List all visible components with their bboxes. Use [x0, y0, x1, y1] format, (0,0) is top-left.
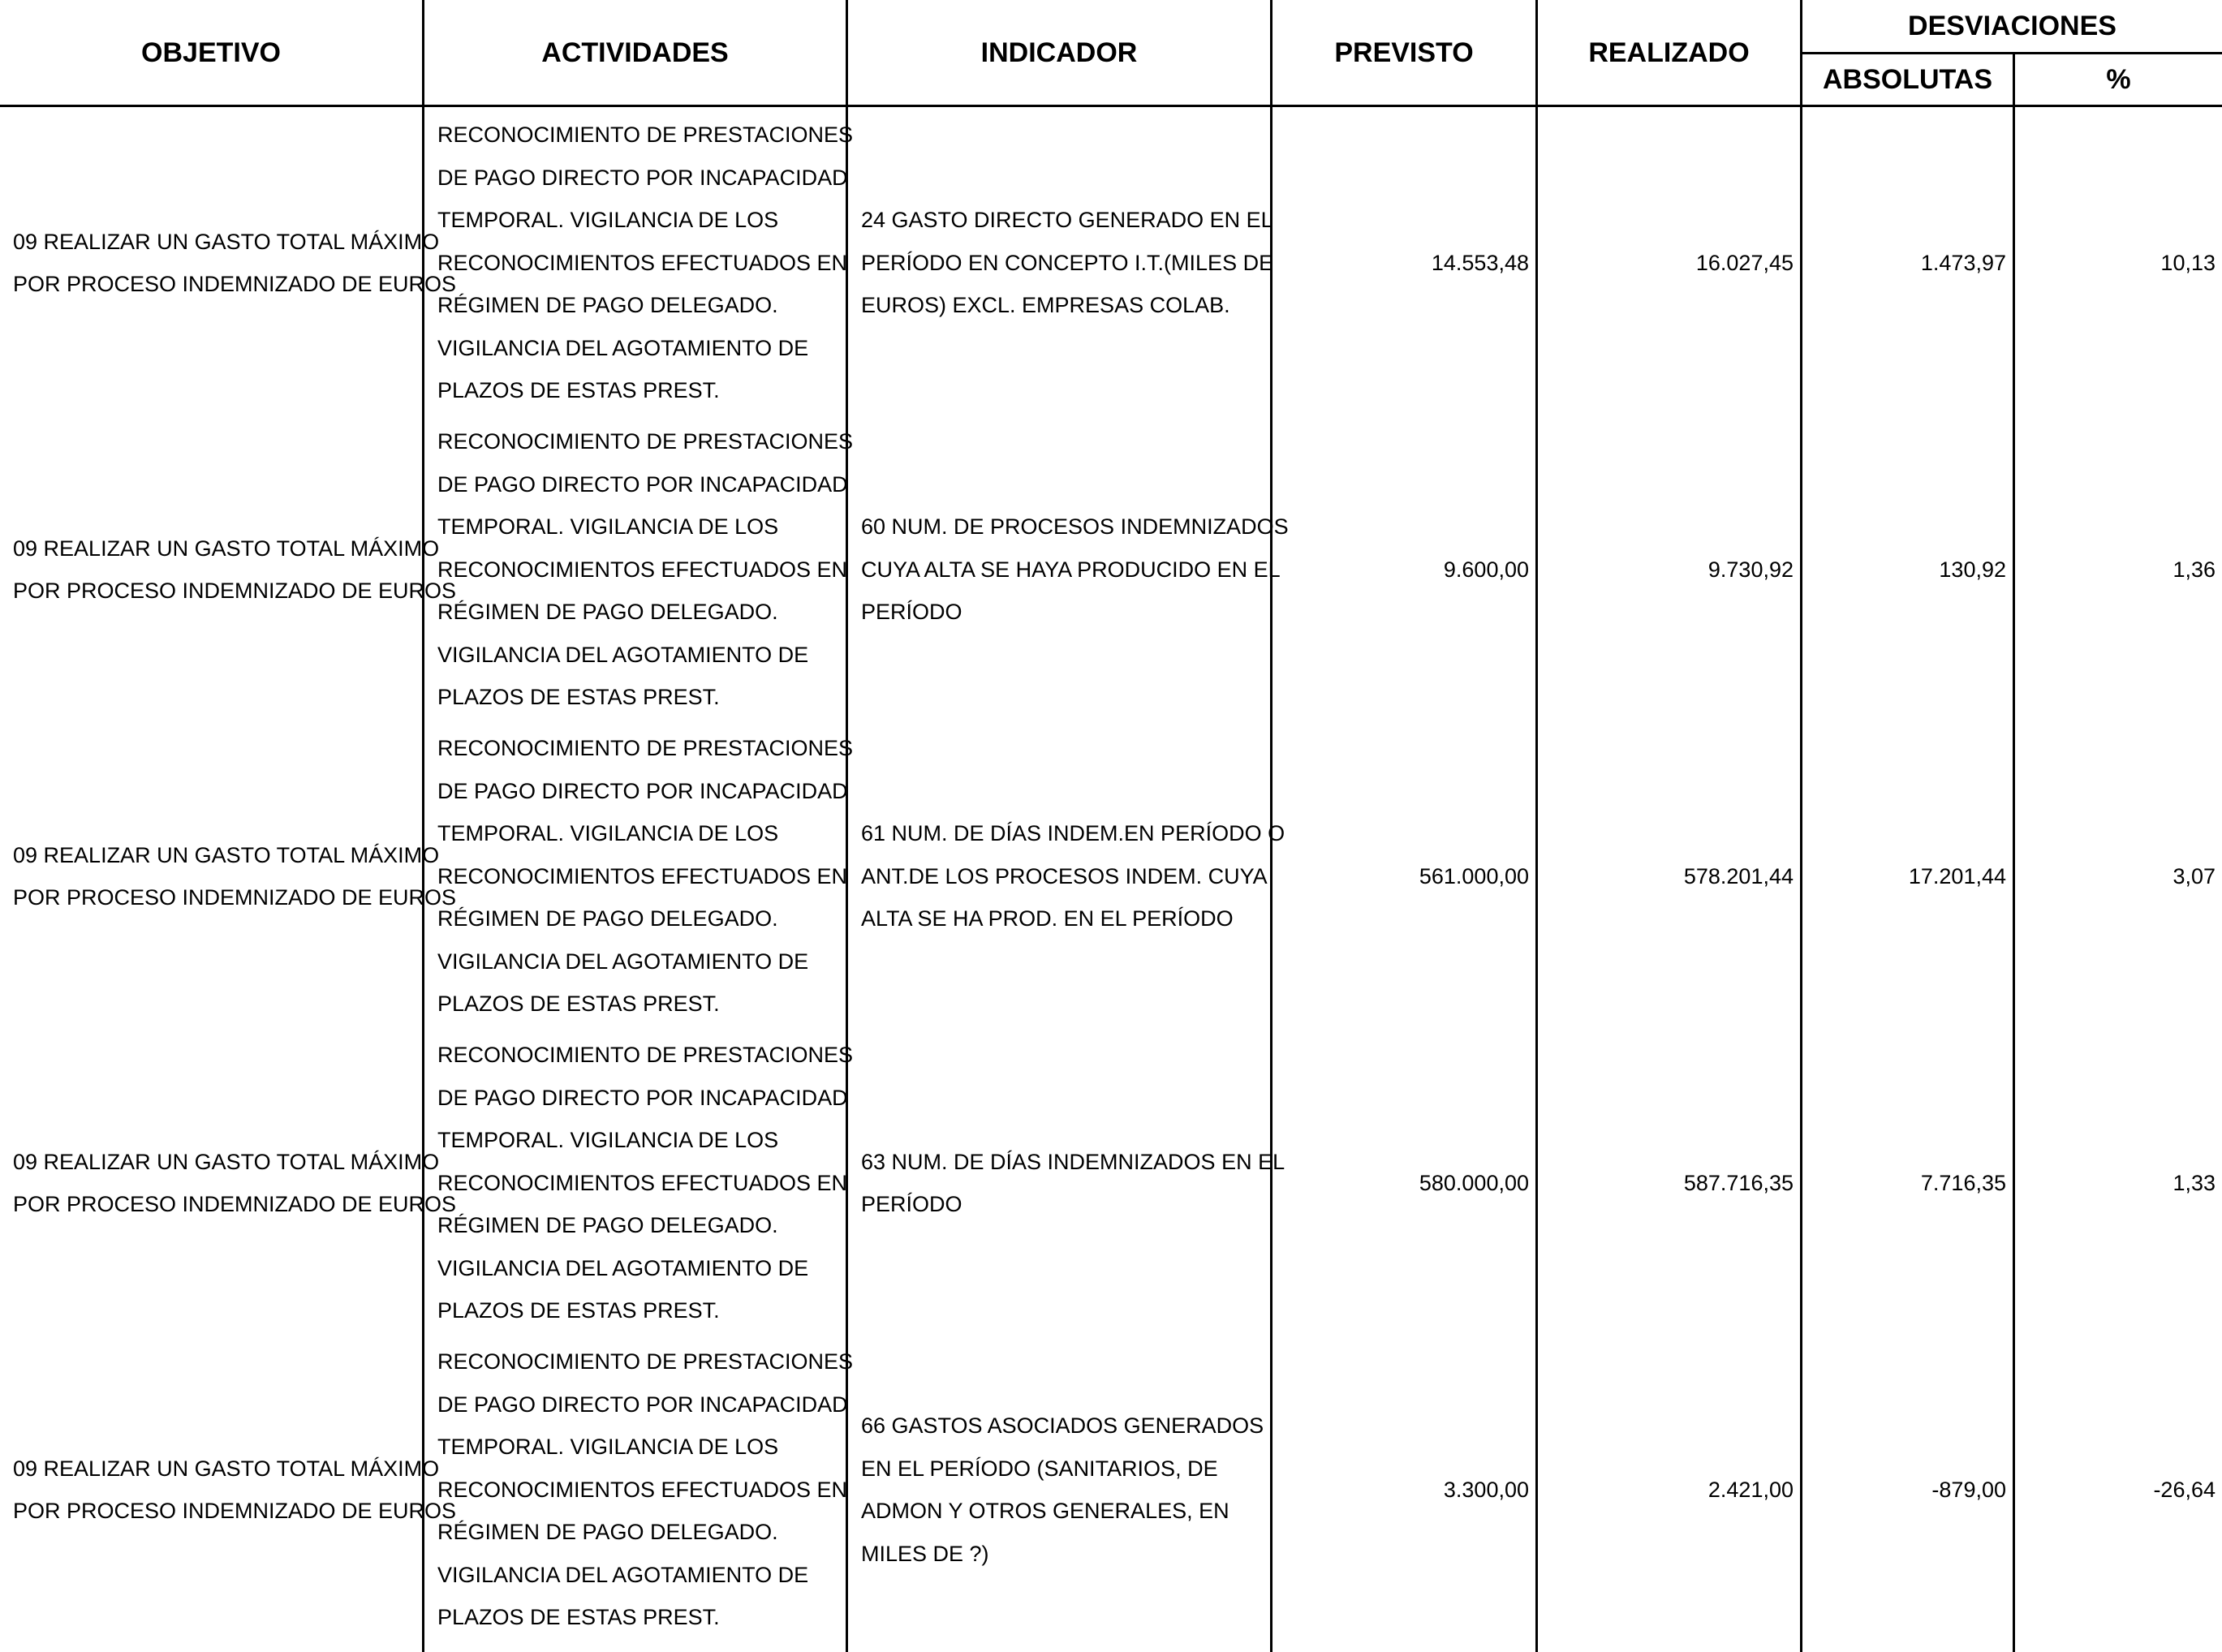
cell-line: DE PAGO DIRECTO POR INCAPACIDAD [437, 165, 848, 190]
cell-line: PLAZOS DE ESTAS PREST. [437, 685, 720, 710]
cell-line: ADMON Y OTROS GENERALES, EN [861, 1499, 1229, 1523]
header-previsto: PREVISTO [1334, 37, 1474, 68]
cell-value: 16.027,45 [1695, 250, 1794, 275]
previsto-cell [1272, 1030, 1535, 1336]
cell-value: 578.201,44 [1683, 863, 1794, 888]
absolutas-cell [1802, 1336, 2013, 1643]
realizado-cell [1538, 1336, 1800, 1643]
cell-line: RÉGIMEN DE PAGO DELEGADO. [437, 600, 778, 625]
cell-line: EN EL PERÍODO (SANITARIOS, DE [861, 1456, 1218, 1481]
realizado-cell [1538, 1030, 1800, 1336]
indicador-cell [848, 1336, 1270, 1643]
cell-line: POR PROCESO INDEMNIZADO DE EUROS [13, 1499, 457, 1523]
cell-line: ALTA SE HA PROD. EN EL PERÍODO [861, 906, 1234, 931]
porcentaje-cell [2015, 1030, 2222, 1336]
actividades-cell [424, 416, 854, 723]
header-desviaciones: DESVIACIONES [1908, 11, 2116, 41]
cell-line: DE PAGO DIRECTO POR INCAPACIDAD [437, 1085, 848, 1110]
cell-line: POR PROCESO INDEMNIZADO DE EUROS [13, 579, 457, 603]
realizado-cell [1538, 723, 1800, 1030]
actividades-cell [424, 1336, 854, 1643]
cell-line: TEMPORAL. VIGILANCIA DE LOS [437, 1128, 779, 1153]
cell-line: RECONOCIMIENTOS EFECTUADOS EN [437, 250, 848, 275]
cell-value: 2.421,00 [1707, 1477, 1794, 1502]
cell-line: POR PROCESO INDEMNIZADO DE EUROS [13, 1192, 457, 1216]
cell-line: EUROS) EXCL. EMPRESAS COLAB. [861, 293, 1230, 318]
cell-line: 24 GASTO DIRECTO GENERADO EN EL [861, 208, 1273, 233]
objetivo-cell [0, 1030, 457, 1336]
previsto-cell [1272, 110, 1535, 416]
cell-line: PERÍODO [861, 1192, 962, 1216]
realizado-cell [1538, 416, 1800, 723]
indicador-cell [848, 723, 1285, 1030]
cell-line: CUYA ALTA SE HAYA PRODUCIDO EN EL [861, 557, 1281, 582]
objetivo-cell [0, 1336, 457, 1643]
cell-line: RECONOCIMIENTO DE PRESTACIONES [437, 1043, 854, 1068]
cell-value: 587.716,35 [1683, 1170, 1794, 1195]
cell-value: 7.716,35 [1920, 1170, 2006, 1195]
cell-value: 3.300,00 [1443, 1477, 1529, 1502]
cell-line: RÉGIMEN DE PAGO DELEGADO. [437, 906, 778, 931]
absolutas-cell [1802, 723, 2013, 1030]
cell-line: 63 NUM. DE DÍAS INDEMNIZADOS EN EL [861, 1149, 1285, 1174]
table-row [0, 110, 2222, 416]
objetivo-cell [0, 416, 457, 723]
cell-value: 130,92 [1939, 557, 2006, 582]
cell-line: VIGILANCIA DEL AGOTAMIENTO DE [437, 642, 809, 667]
realizado-cell [1538, 110, 1800, 416]
table-row [0, 1030, 2222, 1336]
cell-line: RECONOCIMIENTOS EFECTUADOS EN [437, 863, 848, 888]
cell-line: POR PROCESO INDEMNIZADO DE EUROS [13, 885, 457, 910]
cell-line: MILES DE ?) [861, 1541, 989, 1566]
cell-value: 9.730,92 [1707, 557, 1794, 582]
cell-line: RÉGIMEN DE PAGO DELEGADO. [437, 1520, 778, 1545]
header-porcentaje: % [2106, 63, 2131, 95]
cell-line: PLAZOS DE ESTAS PREST. [437, 992, 720, 1017]
cell-line: 09 REALIZAR UN GASTO TOTAL MÁXIMO [13, 536, 440, 561]
absolutas-cell [1802, 416, 2013, 723]
cell-line: PERÍODO [861, 600, 962, 625]
header-absolutas: ABSOLUTAS [1822, 63, 1993, 95]
cell-line: PERÍODO EN CONCEPTO I.T.(MILES DE [861, 250, 1274, 275]
porcentaje-cell [2015, 110, 2222, 416]
cell-line: DE PAGO DIRECTO POR INCAPACIDAD [437, 778, 848, 803]
porcentaje-cell [2015, 416, 2222, 723]
cell-line: RECONOCIMIENTOS EFECTUADOS EN [437, 1477, 848, 1502]
absolutas-cell [1802, 110, 2013, 416]
cell-line: TEMPORAL. VIGILANCIA DE LOS [437, 1435, 779, 1460]
table-row [0, 723, 2222, 1030]
cell-value: -879,00 [1931, 1477, 2006, 1502]
previsto-cell [1272, 1336, 1535, 1643]
cell-value: 9.600,00 [1443, 557, 1529, 582]
cell-line: ANT.DE LOS PROCESOS INDEM. CUYA [861, 863, 1268, 888]
cell-line: VIGILANCIA DEL AGOTAMIENTO DE [437, 1562, 809, 1587]
table-row [0, 1336, 2222, 1643]
cell-line: RECONOCIMIENTO DE PRESTACIONES [437, 1349, 854, 1375]
indicador-cell [848, 1030, 1285, 1336]
cell-value: 14.553,48 [1431, 250, 1529, 275]
cell-line: PLAZOS DE ESTAS PREST. [437, 1605, 720, 1630]
cell-value: 1,36 [2172, 557, 2216, 582]
previsto-cell [1272, 416, 1535, 723]
header-indicador: INDICADOR [980, 37, 1138, 68]
cell-line: TEMPORAL. VIGILANCIA DE LOS [437, 821, 779, 846]
cell-line: DE PAGO DIRECTO POR INCAPACIDAD [437, 471, 848, 497]
cell-line: TEMPORAL. VIGILANCIA DE LOS [437, 514, 779, 540]
objetivo-cell [0, 723, 457, 1030]
porcentaje-cell [2015, 723, 2222, 1030]
cell-value: -26,64 [2153, 1477, 2216, 1502]
cell-line: PLAZOS DE ESTAS PREST. [437, 378, 720, 403]
actividades-cell [424, 723, 854, 1030]
cell-value: 17.201,44 [1908, 863, 2006, 888]
cell-value: 561.000,00 [1419, 863, 1529, 888]
cell-value: 10,13 [2160, 250, 2216, 275]
actividades-cell [424, 1030, 854, 1336]
cell-value: 3,07 [2172, 863, 2216, 888]
header-actividades: ACTIVIDADES [541, 37, 729, 68]
cell-line: 61 NUM. DE DÍAS INDEM.EN PERÍODO O [861, 821, 1285, 846]
cell-line: RÉGIMEN DE PAGO DELEGADO. [437, 1213, 778, 1238]
cell-line: 09 REALIZAR UN GASTO TOTAL MÁXIMO [13, 1149, 440, 1174]
cell-line: RECONOCIMIENTO DE PRESTACIONES [437, 429, 854, 454]
cell-line: RÉGIMEN DE PAGO DELEGADO. [437, 293, 778, 318]
cell-value: 1,33 [2172, 1170, 2216, 1195]
cell-value: 580.000,00 [1419, 1170, 1529, 1195]
cell-value: 1.473,97 [1920, 250, 2006, 275]
cell-line: VIGILANCIA DEL AGOTAMIENTO DE [437, 949, 809, 974]
cell-line: PLAZOS DE ESTAS PREST. [437, 1298, 720, 1323]
cell-line: VIGILANCIA DEL AGOTAMIENTO DE [437, 335, 809, 360]
cell-line: 09 REALIZAR UN GASTO TOTAL MÁXIMO [13, 229, 440, 254]
porcentaje-cell [2015, 1336, 2222, 1643]
objetivo-cell [0, 110, 457, 416]
cell-line: 09 REALIZAR UN GASTO TOTAL MÁXIMO [13, 1456, 440, 1481]
table-row [0, 416, 2222, 723]
cell-line: 09 REALIZAR UN GASTO TOTAL MÁXIMO [13, 842, 440, 867]
cell-line: RECONOCIMIENTO DE PRESTACIONES [437, 736, 854, 761]
cell-line: RECONOCIMIENTO DE PRESTACIONES [437, 123, 854, 148]
cell-line: POR PROCESO INDEMNIZADO DE EUROS [13, 272, 457, 296]
cell-line: RECONOCIMIENTOS EFECTUADOS EN [437, 557, 848, 582]
header-objetivo: OBJETIVO [141, 37, 281, 68]
cell-line: TEMPORAL. VIGILANCIA DE LOS [437, 208, 779, 233]
cell-line: RECONOCIMIENTOS EFECTUADOS EN [437, 1170, 848, 1195]
actividades-cell [424, 110, 854, 416]
cell-line: 60 NUM. DE PROCESOS INDEMNIZADOS [861, 514, 1289, 540]
cell-line: DE PAGO DIRECTO POR INCAPACIDAD [437, 1392, 848, 1417]
indicador-cell [848, 110, 1274, 416]
cell-line: 66 GASTOS ASOCIADOS GENERADOS [861, 1413, 1264, 1438]
cell-line: VIGILANCIA DEL AGOTAMIENTO DE [437, 1255, 809, 1280]
header-realizado: REALIZADO [1588, 37, 1750, 68]
absolutas-cell [1802, 1030, 2013, 1336]
indicador-cell [848, 416, 1289, 723]
previsto-cell [1272, 723, 1535, 1030]
